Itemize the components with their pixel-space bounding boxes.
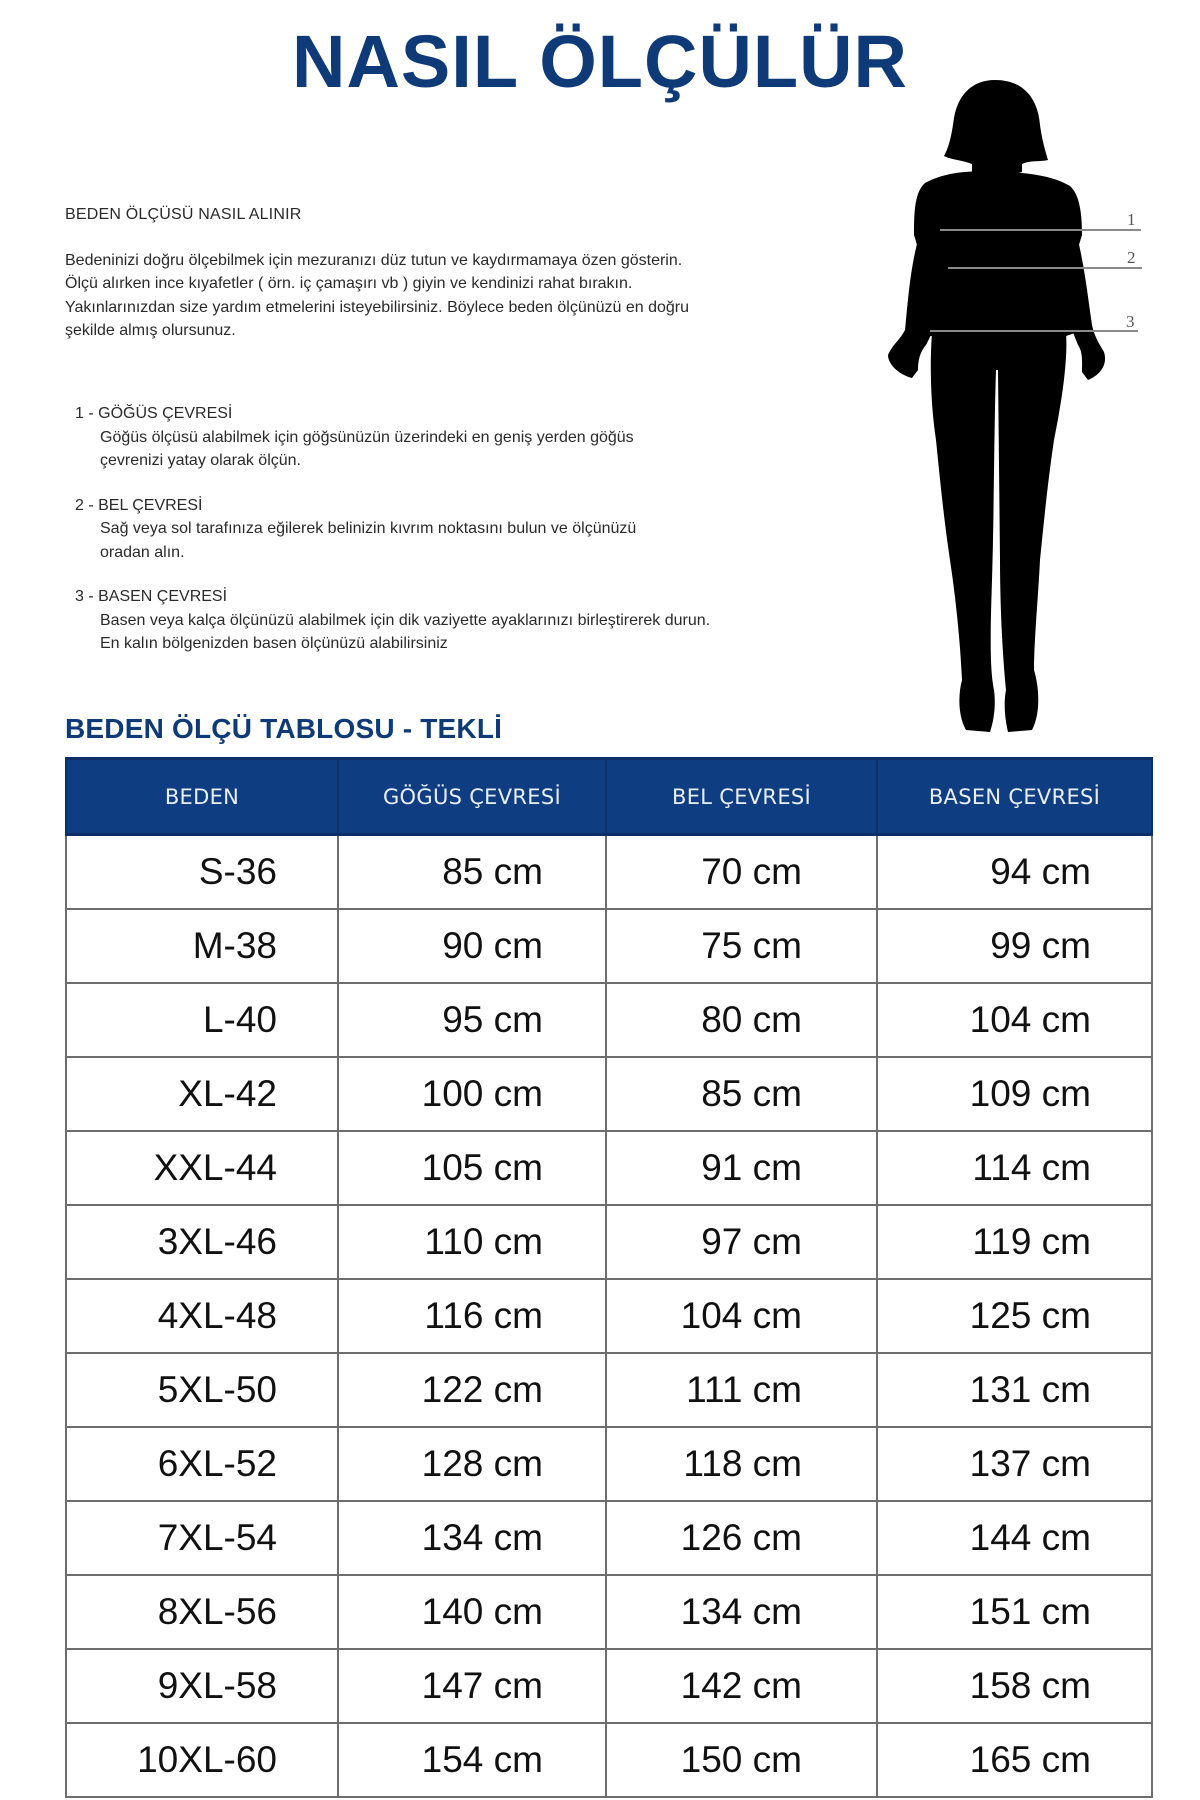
cell-chest: 95 cm: [338, 983, 606, 1057]
cell-size: M-38: [66, 909, 338, 983]
table-row: [66, 983, 1152, 1057]
cell-chest: 147 cm: [338, 1649, 606, 1723]
cell-size: 5XL-50: [66, 1353, 338, 1427]
step-waist: [75, 494, 855, 565]
cell-waist: 126 cm: [606, 1501, 877, 1575]
cell-hip: 151 cm: [877, 1575, 1152, 1649]
header-hip: BASEN ÇEVRESİ: [877, 759, 1152, 835]
cell-hip: 165 cm: [877, 1723, 1152, 1797]
table-row: [66, 1575, 1152, 1649]
cell-chest: 128 cm: [338, 1427, 606, 1501]
step-title: 3 - BASEN ÇEVRESİ: [75, 588, 228, 605]
step-hip: [75, 585, 855, 656]
table-row: [66, 1723, 1152, 1797]
step-desc: Sağ veya sol tarafınıza eğilerek belinizin kıvrım noktasını bulun ve ölçünüzü: [100, 520, 637, 537]
cell-waist: 142 cm: [606, 1649, 877, 1723]
size-table: [65, 757, 1153, 1798]
table-row: [66, 1427, 1152, 1501]
header-chest: GÖĞÜS ÇEVRESİ: [338, 759, 606, 835]
cell-waist: 104 cm: [606, 1279, 877, 1353]
cell-chest: 154 cm: [338, 1723, 606, 1797]
table-header-row: [66, 759, 1152, 835]
cell-chest: 85 cm: [338, 835, 606, 909]
table-row: [66, 1353, 1152, 1427]
cell-size: 4XL-48: [66, 1279, 338, 1353]
cell-chest: 140 cm: [338, 1575, 606, 1649]
cell-size: 9XL-58: [66, 1649, 338, 1723]
cell-hip: 144 cm: [877, 1501, 1152, 1575]
cell-waist: 85 cm: [606, 1057, 877, 1131]
header-size: BEDEN: [66, 759, 338, 835]
cell-size: 7XL-54: [66, 1501, 338, 1575]
cell-hip: 137 cm: [877, 1427, 1152, 1501]
page-title: NASIL ÖLÇÜLÜR: [292, 20, 908, 103]
cell-waist: 97 cm: [606, 1205, 877, 1279]
table-row: [66, 1279, 1152, 1353]
cell-hip: 94 cm: [877, 835, 1152, 909]
cell-hip: 125 cm: [877, 1279, 1152, 1353]
marker-2: 2: [1127, 248, 1136, 267]
intro-section: [65, 203, 845, 343]
cell-waist: 111 cm: [606, 1353, 877, 1427]
cell-waist: 150 cm: [606, 1723, 877, 1797]
cell-hip: 131 cm: [877, 1353, 1152, 1427]
table-row: [66, 1649, 1152, 1723]
cell-chest: 134 cm: [338, 1501, 606, 1575]
cell-hip: 99 cm: [877, 909, 1152, 983]
cell-hip: 119 cm: [877, 1205, 1152, 1279]
step-desc: Göğüs ölçüsü alabilmek için göğsünüzün üzerindeki en geniş yerden göğüs: [100, 428, 634, 446]
intro-heading: BEDEN ÖLÇÜSÜ NASIL ALINIR: [65, 206, 302, 223]
cell-size: XL-42: [66, 1057, 338, 1131]
cell-waist: 118 cm: [606, 1427, 877, 1501]
cell-size: S-36: [66, 835, 338, 909]
cell-size: L-40: [66, 983, 338, 1057]
marker-3: 3: [1126, 312, 1135, 331]
cell-waist: 70 cm: [606, 835, 877, 909]
cell-waist: 80 cm: [606, 983, 877, 1057]
step-desc: çevrenizi yatay olarak ölçün.: [100, 452, 301, 469]
table-row: [66, 1501, 1152, 1575]
cell-hip: 109 cm: [877, 1057, 1152, 1131]
step-chest: [75, 402, 855, 473]
cell-size: 10XL-60: [66, 1723, 338, 1797]
cell-size: 6XL-52: [66, 1427, 338, 1501]
cell-waist: 75 cm: [606, 909, 877, 983]
cell-chest: 122 cm: [338, 1353, 606, 1427]
cell-size: 8XL-56: [66, 1575, 338, 1649]
cell-waist: 134 cm: [606, 1575, 877, 1649]
step-desc: En kalın bölgenizden basen ölçünüzü alabilirsiniz: [100, 635, 448, 652]
table-row: [66, 1057, 1152, 1131]
cell-hip: 104 cm: [877, 983, 1152, 1057]
measurement-steps: [75, 402, 855, 677]
intro-line: Ölçü alırken ince kıyafetler ( örn. iç çamaşırı vb ) giyin ve kendinizi rahat bırakın.: [65, 275, 633, 292]
cell-hip: 114 cm: [877, 1131, 1152, 1205]
intro-line: Bedeninizi doğru ölçebilmek için mezuranızı düz tutun ve kaydırmamaya özen gösterin.: [65, 251, 683, 269]
cell-chest: 110 cm: [338, 1205, 606, 1279]
cell-hip: 158 cm: [877, 1649, 1152, 1723]
cell-size: XXL-44: [66, 1131, 338, 1205]
cell-chest: 116 cm: [338, 1279, 606, 1353]
header-waist: BEL ÇEVRESİ: [606, 759, 877, 835]
marker-1: 1: [1127, 210, 1136, 229]
intro-body: [65, 249, 845, 343]
step-title: 2 - BEL ÇEVRESİ: [75, 496, 203, 514]
cell-chest: 105 cm: [338, 1131, 606, 1205]
cell-waist: 91 cm: [606, 1131, 877, 1205]
body-figure: [860, 70, 1200, 750]
cell-chest: 90 cm: [338, 909, 606, 983]
table-title: BEDEN ÖLÇÜ TABLOSU - TEKLİ: [65, 713, 503, 744]
female-silhouette-icon: [860, 70, 1200, 750]
cell-size: 3XL-46: [66, 1205, 338, 1279]
table-row: [66, 835, 1152, 909]
cell-chest: 100 cm: [338, 1057, 606, 1131]
table-row: [66, 909, 1152, 983]
table-row: [66, 1131, 1152, 1205]
intro-line: şekilde almış olursunuz.: [65, 322, 236, 339]
step-desc: Basen veya kalça ölçünüzü alabilmek için dik vaziyette ayaklarınızı birleştirerek durun.: [100, 611, 711, 629]
table-row: [66, 1205, 1152, 1279]
step-desc: oradan alın.: [100, 543, 185, 561]
step-title: 1 - GÖĞÜS ÇEVRESİ: [75, 405, 233, 422]
intro-line: Yakınlarınızdan size yardım etmelerini isteyebilirsiniz. Böylece beden ölçünüzü en doğru: [65, 298, 690, 316]
